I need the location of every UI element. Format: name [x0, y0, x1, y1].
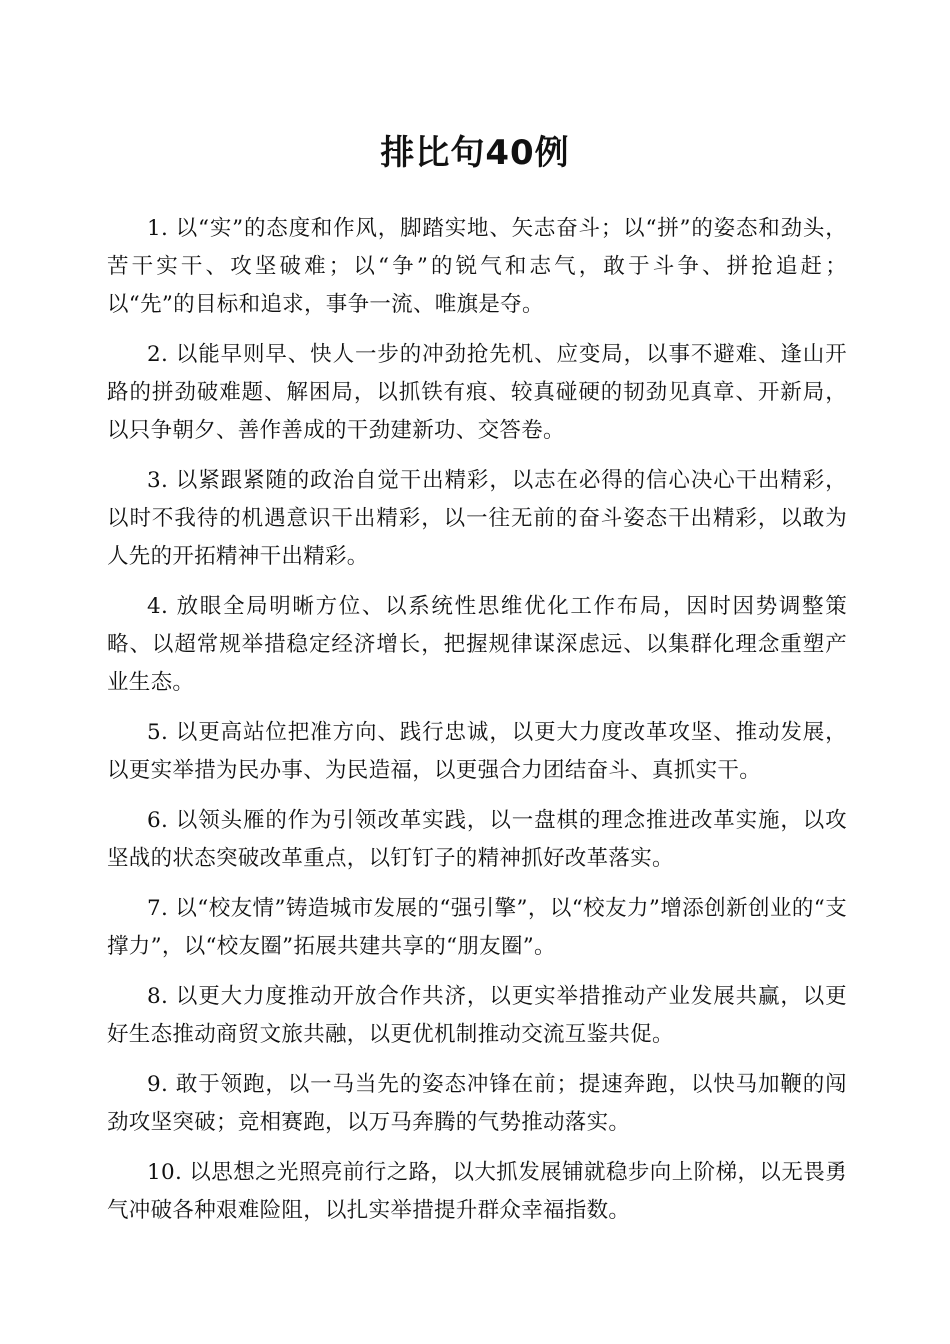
- paragraph-9: 9. 敢于领跑，以一马当先的姿态冲锋在前；提速奔跑，以快马加鞭的闯劲攻坚突破；竞相赛跑，以万马奔腾的气势推动落实。: [107, 1072, 847, 1135]
- paragraph-2: 2. 以能早则早、快人一步的冲劲抢先机、应变局，以事不避难、逢山开路的拼劲破难题、解困局，以抓铁有痕、较真碰硬的韧劲见真章、开新局，以只争朝夕、善作善成的干劲建新功、交答卷。: [107, 342, 847, 443]
- paragraph-10: 10. 以思想之光照亮前行之路，以大抓发展铺就稳步向上阶梯，以无畏勇气冲破各种艰难险阻，以扎实举措提升群众幸福指数。: [107, 1160, 847, 1223]
- paragraph-8: 8. 以更大力度推动开放合作共济，以更实举措推动产业发展共赢，以更好生态推动商贸文旅共融，以更优机制推动交流互鉴共促。: [107, 984, 847, 1047]
- paragraph-3: 3. 以紧跟紧随的政治自觉干出精彩，以志在必得的信心决心干出精彩，以时不我待的机遇意识干出精彩，以一往无前的奋斗姿态干出精彩，以敢为人先的开拓精神干出精彩。: [107, 468, 847, 569]
- paragraph-4: 4. 放眼全局明晰方位、以系统性思维优化工作布局，因时因势调整策略、以超常规举措稳定经济增长，把握规律谋深虑远、以集群化理念重塑产业生态。: [107, 594, 847, 695]
- paragraph-5: 5. 以更高站位把准方向、践行忠诚，以更大力度改革攻坚、推动发展，以更实举措为民办事、为民造福，以更强合力团结奋斗、真抓实干。: [107, 720, 847, 783]
- document-body: [107, 210, 847, 1242]
- paragraph-7: 7. 以“校友情”铸造城市发展的“强引擎”，以“校友力”增添创新创业的“支撑力”，以“校友圈”拓展共建共享的“朋友圈”。: [107, 896, 847, 959]
- paragraph-6: 6. 以领头雁的作为引领改革实践，以一盘棋的理念推进改革实施，以攻坚战的状态突破改革重点，以钉钉子的精神抓好改革落实。: [107, 808, 847, 871]
- document-title: 排比句40例: [380, 133, 570, 173]
- paragraph-1: 1. 以“实”的态度和作风，脚踏实地、矢志奋斗；以“拼”的姿态和劲头，苦干实干、攻坚破难；以“争”的锐气和志气，敢于斗争、拼抢追赶；以“先”的目标和追求，事争一流、唯旗是夺。: [107, 216, 847, 317]
